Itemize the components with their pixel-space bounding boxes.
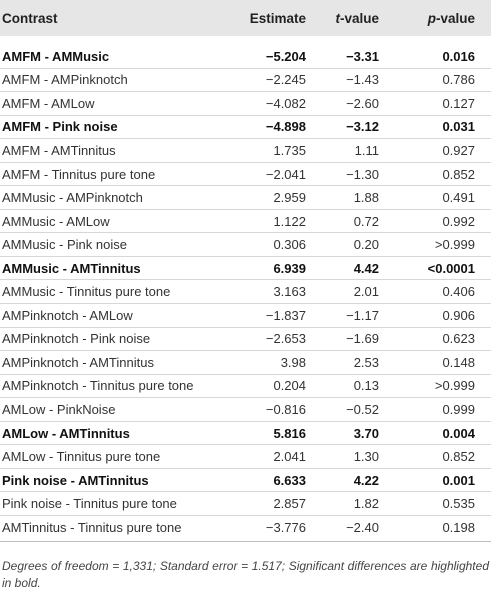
cell-contrast: Pink noise - Tinnitus pure tone — [2, 496, 177, 512]
table-row — [0, 257, 491, 281]
cell-p-value: 0.031 — [442, 119, 475, 135]
cell-t-value: −3.31 — [346, 48, 379, 64]
table-row — [0, 422, 491, 446]
cell-p-value: 0.001 — [442, 472, 475, 488]
table-row — [0, 445, 491, 469]
table-row — [0, 69, 491, 93]
header-t-rest: -value — [339, 10, 379, 26]
header-estimate: Estimate — [249, 10, 306, 26]
header-t-italic: t — [335, 10, 340, 26]
cell-contrast: AMPinknotch - Tinnitus pure tone — [2, 378, 194, 394]
cell-p-value: 0.992 — [442, 213, 475, 229]
cell-p-value: 0.852 — [442, 166, 475, 182]
cell-t-value: −0.52 — [346, 401, 379, 417]
cell-estimate: 0.204 — [273, 378, 306, 394]
table-row — [0, 116, 491, 140]
cell-p-value: 0.906 — [442, 307, 475, 323]
cell-t-value: 3.70 — [353, 425, 379, 441]
table-body — [0, 45, 491, 539]
header-p-value — [379, 11, 475, 26]
cell-p-value: 0.127 — [442, 95, 475, 111]
cell-estimate: −2.653 — [265, 331, 306, 347]
cell-p-value: 0.927 — [442, 142, 475, 158]
cell-t-value: 0.72 — [353, 213, 379, 229]
cell-estimate: 0.306 — [273, 237, 306, 253]
table-row — [0, 210, 491, 234]
cell-p-value: 0.491 — [442, 190, 475, 206]
table-row — [0, 516, 491, 540]
cell-t-value: 1.11 — [354, 142, 379, 158]
cell-contrast: AMPinknotch - AMLow — [2, 307, 133, 323]
cell-estimate: 2.041 — [273, 449, 306, 465]
cell-contrast: AMPinknotch - AMTinnitus — [2, 354, 154, 370]
cell-p-value: 0.004 — [442, 425, 475, 441]
cell-estimate: −4.082 — [265, 95, 306, 111]
table-row — [0, 139, 491, 163]
cell-contrast: AMMusic - AMPinknotch — [2, 190, 143, 206]
cell-t-value: −1.69 — [346, 331, 379, 347]
cell-t-value: 2.01 — [353, 284, 379, 300]
cell-p-value: <0.0001 — [427, 260, 475, 276]
cell-p-value: 0.786 — [442, 72, 475, 88]
cell-t-value: 0.20 — [353, 237, 379, 253]
cell-t-value: −2.60 — [346, 95, 379, 111]
table-row — [0, 492, 491, 516]
cell-t-value: 0.13 — [353, 378, 379, 394]
cell-contrast: AMLow - PinkNoise — [2, 401, 116, 417]
cell-t-value: 4.22 — [353, 472, 379, 488]
cell-estimate: 3.98 — [280, 354, 306, 370]
cell-contrast: Pink noise - AMTinnitus — [2, 472, 149, 488]
cell-t-value: 4.42 — [353, 260, 379, 276]
cell-contrast: AMPinknotch - Pink noise — [2, 331, 151, 347]
cell-contrast: AMFM - AMLow — [2, 95, 95, 111]
table-row — [0, 304, 491, 328]
table-row — [0, 186, 491, 210]
table-row — [0, 469, 491, 493]
cell-p-value: >0.999 — [434, 237, 475, 253]
cell-p-value: >0.999 — [434, 378, 475, 394]
cell-contrast: AMMusic - AMTinnitus — [2, 260, 141, 276]
cell-contrast: AMLow - Tinnitus pure tone — [2, 449, 161, 465]
table-row — [0, 375, 491, 399]
cell-contrast: AMTinnitus - Tinnitus pure tone — [2, 520, 182, 536]
cell-contrast: AMFM - AMMusic — [2, 48, 110, 64]
cell-contrast: AMMusic - AMLow — [2, 213, 110, 229]
table-row — [0, 351, 491, 375]
cell-t-value: −2.40 — [346, 520, 379, 536]
header-contrast: Contrast — [2, 10, 58, 26]
cell-estimate: −4.898 — [265, 119, 306, 135]
table-row — [0, 92, 491, 116]
cell-contrast: AMFM - AMPinknotch — [2, 72, 128, 88]
cell-estimate: 2.959 — [273, 190, 306, 206]
cell-t-value: −1.30 — [346, 166, 379, 182]
cell-estimate: 1.735 — [273, 142, 306, 158]
cell-estimate: −2.041 — [265, 166, 306, 182]
cell-p-value: 0.148 — [442, 354, 475, 370]
cell-t-value: 1.30 — [353, 449, 379, 465]
table-footnote: Degrees of freedom = 1,331; Standard error = 1.517; Significant differences are highlighted in bold. — [2, 559, 489, 591]
table-row — [0, 398, 491, 422]
cell-contrast: AMFM - AMTinnitus — [2, 142, 116, 158]
table-bottom-rule — [0, 541, 491, 542]
cell-contrast: AMMusic - Pink noise — [2, 237, 127, 253]
cell-estimate: −1.837 — [265, 307, 306, 323]
table-header — [0, 0, 491, 36]
cell-p-value: 0.406 — [442, 284, 475, 300]
cell-t-value: −1.43 — [346, 72, 379, 88]
cell-t-value: −3.12 — [346, 119, 379, 135]
cell-estimate: 3.163 — [273, 284, 306, 300]
cell-estimate: −2.245 — [265, 72, 306, 88]
cell-estimate: −0.816 — [265, 401, 306, 417]
cell-contrast: AMFM - Tinnitus pure tone — [2, 166, 156, 182]
cell-estimate: −5.204 — [265, 48, 306, 64]
cell-estimate: 1.122 — [273, 213, 306, 229]
table-row — [0, 163, 491, 187]
cell-estimate: 6.633 — [273, 472, 306, 488]
cell-t-value: 1.88 — [353, 190, 379, 206]
cell-estimate: 6.939 — [273, 260, 306, 276]
cell-t-value: 1.82 — [353, 496, 379, 512]
cell-estimate: 5.816 — [273, 425, 306, 441]
cell-t-value: −1.17 — [346, 307, 379, 323]
cell-p-value: 0.016 — [442, 48, 475, 64]
table-row — [0, 233, 491, 257]
cell-p-value: 0.198 — [442, 520, 475, 536]
cell-estimate: −3.776 — [265, 520, 306, 536]
table-row — [0, 280, 491, 304]
cell-contrast: AMMusic - Tinnitus pure tone — [2, 284, 171, 300]
table-row — [0, 328, 491, 352]
cell-p-value: 0.999 — [442, 401, 475, 417]
cell-estimate: 2.857 — [273, 496, 306, 512]
cell-p-value: 0.535 — [442, 496, 475, 512]
cell-contrast: AMLow - AMTinnitus — [2, 425, 130, 441]
cell-p-value: 0.852 — [442, 449, 475, 465]
cell-contrast: AMFM - Pink noise — [2, 119, 118, 135]
cell-p-value: 0.623 — [442, 331, 475, 347]
header-t-value — [306, 11, 379, 26]
header-p-rest: -value — [435, 10, 475, 26]
table-row — [0, 45, 491, 69]
header-p-italic: p — [427, 10, 436, 26]
cell-t-value: 2.53 — [353, 354, 379, 370]
